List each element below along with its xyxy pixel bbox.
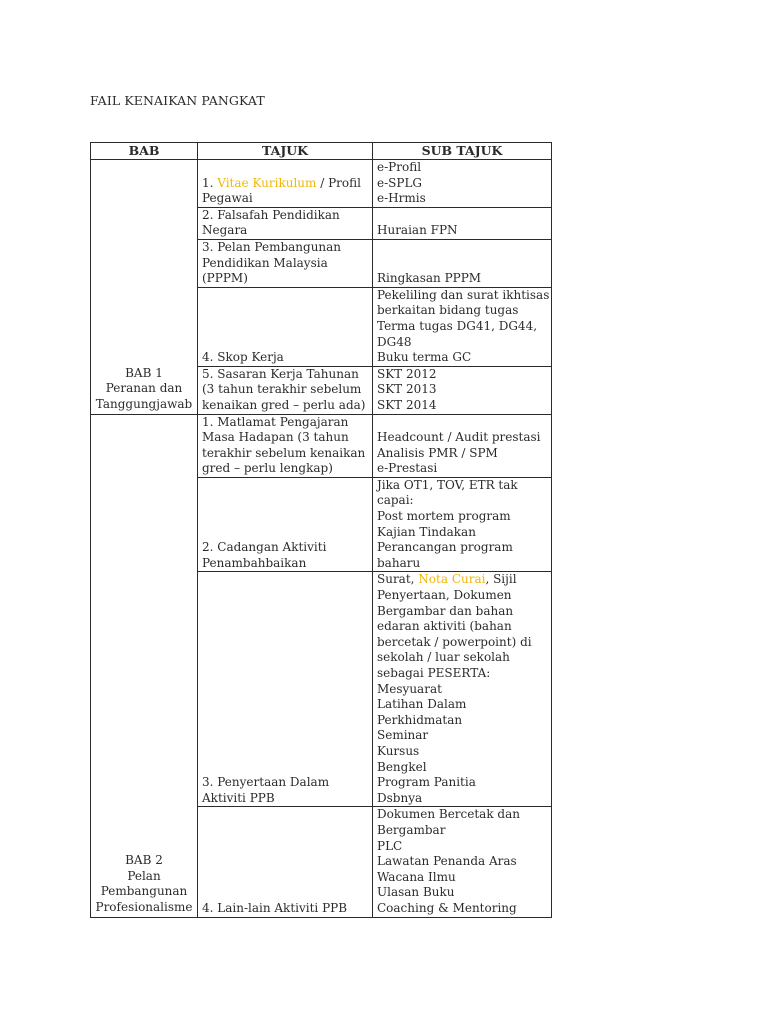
sub-tajuk-text: Huraian FPN bbox=[377, 223, 458, 238]
table-row bbox=[91, 160, 552, 208]
sub-tajuk-cell bbox=[373, 366, 552, 414]
sub-tajuk-text: Mesyuarat bbox=[377, 681, 442, 696]
tajuk-cell bbox=[198, 239, 373, 287]
bab-1-cell bbox=[91, 160, 198, 415]
sub-tajuk-cell bbox=[373, 414, 552, 477]
sub-tajuk-cell bbox=[373, 207, 552, 239]
sub-tajuk-text: , Sijil bbox=[485, 572, 517, 587]
sub-tajuk-text: capai: bbox=[377, 493, 414, 508]
sub-tajuk-text: Coaching & Mentoring bbox=[377, 900, 517, 915]
bab-1-label: BAB 1 bbox=[125, 365, 163, 380]
sub-tajuk-text: Dsbnya bbox=[377, 790, 423, 805]
tajuk-text: Negara bbox=[202, 223, 248, 238]
sub-tajuk-text: Pekeliling dan surat ikhtisas bbox=[377, 287, 550, 302]
sub-tajuk-text: sekolah / luar sekolah bbox=[377, 650, 510, 665]
sub-tajuk-cell bbox=[373, 287, 552, 366]
sub-tajuk-text: SKT 2014 bbox=[377, 397, 437, 412]
header-bab: BAB bbox=[91, 143, 198, 160]
sub-tajuk-text: Lawatan Penanda Aras bbox=[377, 854, 517, 869]
tajuk-cell bbox=[198, 160, 373, 208]
bab-1-title-line: Peranan dan bbox=[105, 381, 183, 396]
sub-tajuk-text: berkaitan bidang tugas bbox=[377, 303, 519, 318]
tajuk-text: 5. Sasaran Kerja Tahunan bbox=[202, 366, 359, 381]
table-header-row bbox=[91, 143, 552, 160]
sub-tajuk-text: Perancangan program bbox=[377, 540, 513, 555]
sub-tajuk-text: Analisis PMR / SPM bbox=[377, 445, 498, 460]
tajuk-text: 3. Penyertaan Dalam bbox=[202, 775, 330, 790]
sub-tajuk-text: Wacana Ilmu bbox=[377, 869, 456, 884]
highlighted-text: Nota Curai bbox=[418, 572, 486, 587]
sub-tajuk-text: sebagai PESERTA: bbox=[377, 666, 491, 680]
tajuk-text: Masa Hadapan (3 tahun bbox=[202, 430, 349, 445]
tajuk-text: / Profil bbox=[316, 175, 361, 190]
sub-tajuk-text: Latihan Dalam bbox=[377, 697, 467, 712]
bab-1-title-line: Tanggungjawab bbox=[95, 396, 193, 411]
sub-tajuk-text: Kajian Tindakan bbox=[377, 524, 476, 539]
sub-tajuk-text: Kursus bbox=[377, 743, 420, 758]
sub-tajuk-text: Buku terma GC bbox=[377, 350, 472, 365]
bab-2-title-line: Profesionalisme bbox=[95, 899, 193, 914]
tajuk-text: 3. Pelan Pembangunan bbox=[202, 239, 342, 254]
bab-2-cell bbox=[91, 414, 198, 917]
sub-tajuk-text: Dokumen Bercetak dan bbox=[377, 807, 520, 822]
sub-tajuk-text: Penyertaan, Dokumen bbox=[377, 588, 512, 603]
sub-tajuk-text: Perkhidmatan bbox=[377, 712, 463, 727]
sub-tajuk-text: e-Prestasi bbox=[377, 461, 438, 476]
tajuk-text: kenaikan gred – perlu ada) bbox=[202, 397, 366, 412]
sub-tajuk-text: SKT 2013 bbox=[377, 382, 437, 397]
sub-tajuk-text: e-Profil bbox=[377, 160, 422, 174]
tajuk-cell bbox=[198, 366, 373, 414]
tajuk-cell bbox=[198, 287, 373, 366]
sub-tajuk-text: Ringkasan PPPM bbox=[377, 271, 482, 286]
tajuk-text: 4. Skop Kerja bbox=[202, 350, 284, 365]
sub-tajuk-cell bbox=[373, 160, 552, 208]
sub-tajuk-cell bbox=[373, 239, 552, 287]
sub-tajuk-text: SKT 2012 bbox=[377, 366, 437, 381]
sub-tajuk-text: Seminar bbox=[377, 728, 429, 743]
sub-tajuk-text: DG48 bbox=[377, 334, 412, 349]
tajuk-cell bbox=[198, 477, 373, 572]
sub-tajuk-text: Jika OT1, TOV, ETR tak bbox=[377, 477, 518, 492]
sub-tajuk-text: Bergambar dan bahan bbox=[377, 603, 514, 618]
table-row bbox=[91, 414, 552, 477]
sub-tajuk-text: Post mortem program bbox=[377, 509, 511, 524]
tajuk-text: 1. bbox=[202, 175, 218, 190]
sub-tajuk-text: Ulasan Buku bbox=[377, 885, 455, 900]
header-sub-tajuk: SUB TAJUK bbox=[373, 143, 552, 160]
tajuk-cell bbox=[198, 572, 373, 807]
sub-tajuk-text: bercetak / powerpoint) di bbox=[377, 634, 532, 649]
tajuk-text: Pendidikan Malaysia bbox=[202, 255, 328, 270]
tajuk-cell bbox=[198, 807, 373, 917]
sub-tajuk-text: Bergambar bbox=[377, 822, 446, 837]
bab-2-label: BAB 2 bbox=[125, 853, 163, 868]
sub-tajuk-cell bbox=[373, 572, 552, 807]
bab-2-title-line: Pelan bbox=[127, 868, 161, 883]
bab-2-title-line: Pembangunan bbox=[100, 884, 188, 899]
sub-tajuk-text: e-Hrmis bbox=[377, 191, 426, 206]
document-title: FAIL KENAIKAN PANGKAT bbox=[90, 93, 265, 108]
tajuk-cell bbox=[198, 414, 373, 477]
sub-tajuk-text: e-SPLG bbox=[377, 175, 423, 190]
sub-tajuk-cell bbox=[373, 807, 552, 917]
sub-tajuk-text: Headcount / Audit prestasi bbox=[377, 430, 541, 445]
tajuk-text: 2. Falsafah Pendidikan bbox=[202, 207, 340, 222]
sub-tajuk-text: Program Panitia bbox=[377, 775, 476, 790]
header-tajuk: TAJUK bbox=[198, 143, 373, 160]
highlighted-text: Vitae Kurikulum bbox=[217, 175, 317, 190]
sub-tajuk-text: edaran aktiviti (bahan bbox=[377, 619, 512, 634]
tajuk-text: Pegawai bbox=[202, 191, 253, 206]
tajuk-cell bbox=[198, 207, 373, 239]
tajuk-text: terakhir sebelum kenaikan bbox=[202, 445, 366, 460]
tajuk-text: (PPPM) bbox=[202, 271, 248, 286]
promotion-file-table bbox=[90, 142, 552, 918]
sub-tajuk-cell bbox=[373, 477, 552, 572]
tajuk-text: 1. Matlamat Pengajaran bbox=[202, 414, 349, 429]
sub-tajuk-text: Bengkel bbox=[377, 759, 427, 774]
tajuk-text: gred – perlu lengkap) bbox=[202, 461, 333, 476]
tajuk-text: Penambahbaikan bbox=[202, 555, 307, 570]
tajuk-text: 2. Cadangan Aktiviti bbox=[202, 540, 327, 555]
tajuk-text: (3 tahun terakhir sebelum bbox=[202, 382, 362, 397]
tajuk-text: Aktiviti PPB bbox=[202, 790, 275, 805]
sub-tajuk-text: baharu bbox=[377, 555, 421, 570]
sub-tajuk-text: PLC bbox=[377, 838, 403, 853]
sub-tajuk-text: Surat, bbox=[377, 572, 419, 587]
tajuk-text: 4. Lain-lain Aktiviti PPB bbox=[202, 900, 348, 915]
sub-tajuk-text: Terma tugas DG41, DG44, bbox=[377, 318, 538, 333]
